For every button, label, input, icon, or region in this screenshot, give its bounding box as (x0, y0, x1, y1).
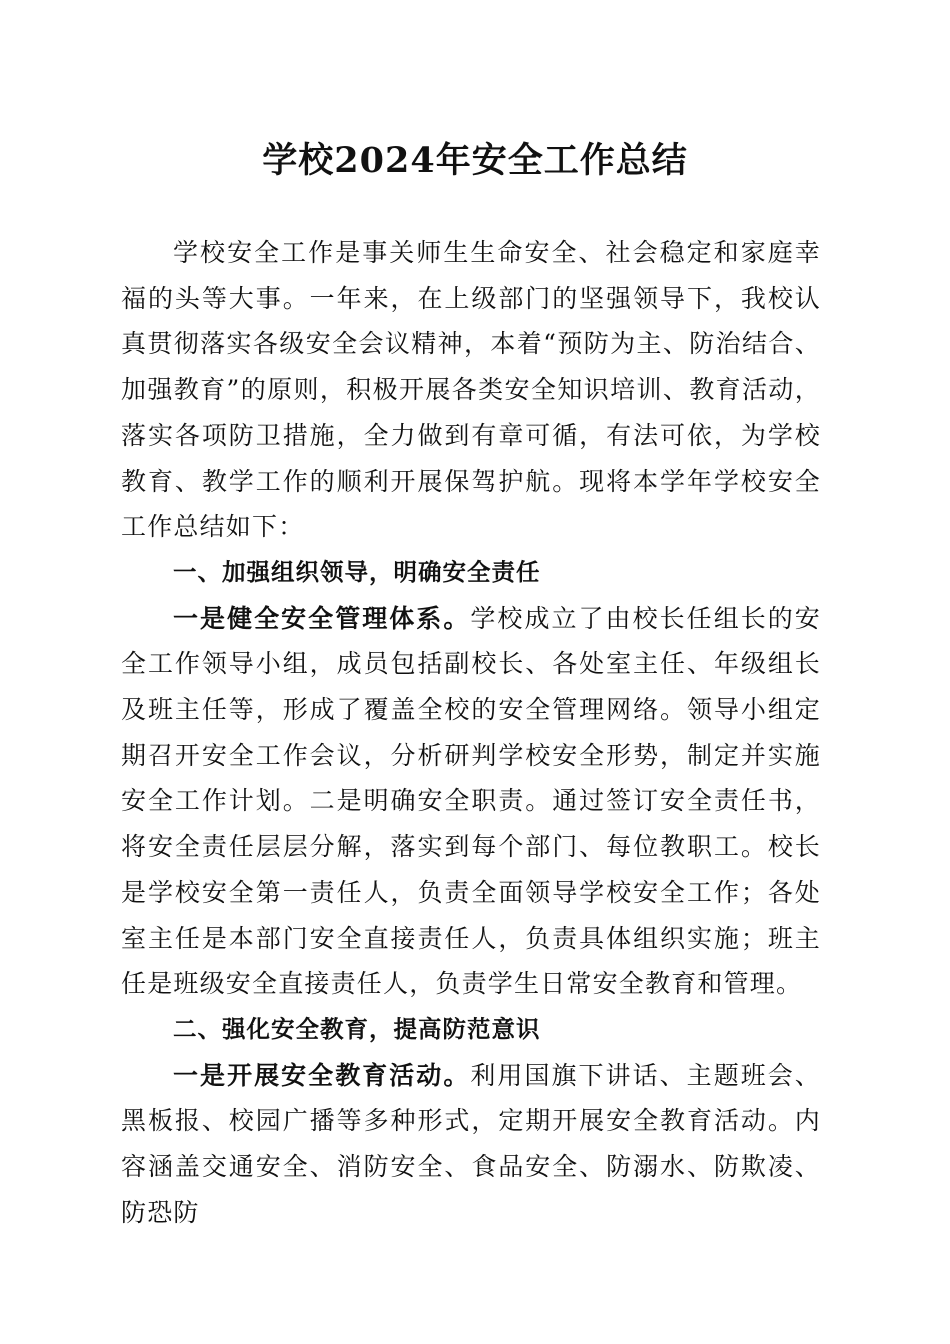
section-body-1: 学校成立了由校长任组长的安全工作领导小组，成员包括副校长、各处室主任、年级组长及班主任等，形成了覆盖全校的安全管理网络。领导小组定期召开安全工作会议，分析研判学校安全形势，制定并实施安全工作计划。二是明确安全职责。通过签订安全责任书，将安全责任层层分解，落实到每个部门、每位教职工。校长是学校安全第一责任人，负责全面领导学校安全工作；各处室主任是本部门安全直接责任人，负责具体组织实施；班主任是班级安全直接责任人，负责学生日常安全教育和管理。 (121, 603, 822, 999)
section-paragraph-1 (121, 596, 821, 1007)
section-lead-2: 一是开展安全教育活动。 (173, 1060, 471, 1090)
section-heading-2: 二、强化安全教育，提高防范意识 (173, 1014, 541, 1043)
document-title: 学校2024年安全工作总结 (262, 140, 688, 181)
document-body (121, 230, 821, 1235)
section-paragraph-2 (121, 1053, 821, 1236)
intro-paragraph: 学校安全工作是事关师生生命安全、社会稳定和家庭幸福的头等大事。一年来，在上级部门的坚强领导下，我校认真贯彻落实各级安全会议精神，本着“预防为主、防治结合、加强教育”的原则，积极开展各类安全知识培训、教育活动，落实各项防卫措施，全力做到有章可循，有法可依，为学校教育、教学工作的顺利开展保驾护航。现将本学年学校安全工作总结如下： (121, 238, 821, 542)
section-lead-1: 一是健全安全管理体系。 (173, 603, 471, 633)
section-heading-1: 一、加强组织领导，明确安全责任 (173, 557, 541, 586)
section-body-2: 利用国旗下讲话、主题班会、黑板报、校园广播等多种形式，定期开展安全教育活动。内容涵盖交通安全、消防安全、食品安全、防溺水、防欺凌、防恐防 (121, 1060, 822, 1227)
